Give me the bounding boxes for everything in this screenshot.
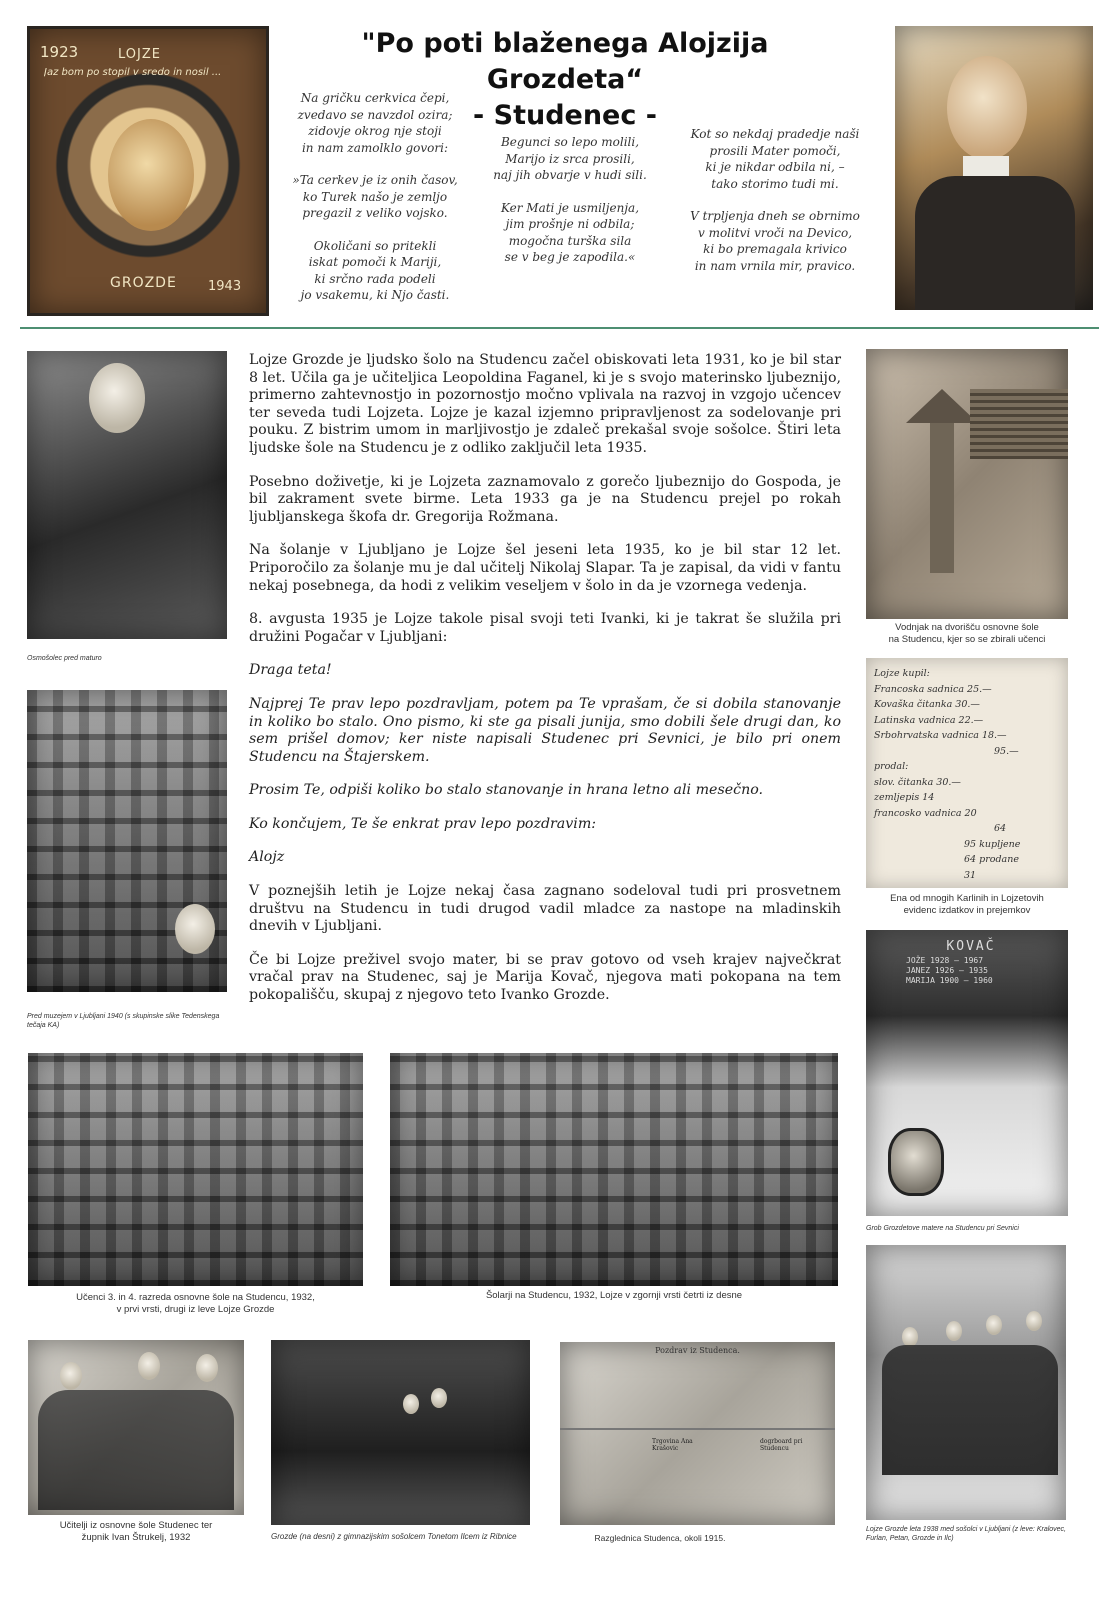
person-face [946,1321,962,1341]
grave-inscription [906,939,1036,986]
caption-line: Vodnjak na dvorišču osnovne šole [895,622,1039,633]
letter-greeting: Draga teta! [249,662,332,679]
caption-muzej: Pred muzejem v Ljubljani 1940 (s skupinske slike Tedenskega tečaja KA) [27,1013,220,1029]
article-paragraph: 8. avgusta 1935 je Lojze takole pisal svoji teti Ivanki, ki je takrat še služila pri družini Pogačar v Ljubljani: [249,611,841,645]
photo-sosolci [866,1245,1066,1520]
article-paragraph: Posebno doživetje, ki je Lojzeta zaznamovalo z gorečo ljubeznijo do Gospoda, je bil zakrament svete birme. Leta 1933 ga je na Studencu prejel po rokah ljubljanskega škofa dr. Gregorija Rožmana. [249,473,841,525]
stained-name: LOJZE [118,47,161,62]
postcard-church-label: dogrboard pri Studencu [760,1438,803,1452]
article-body [249,352,841,1021]
caption-line: v prvi vrsti, drugi iz leve Lojze Grozde [116,1304,275,1315]
stained-glass-image [27,26,269,316]
caption-ucitelji [28,1520,244,1544]
letter-signature: Alojz [249,849,285,866]
portrait-face [947,56,1027,160]
stained-year-bottom: 1943 [208,279,242,294]
poem-line: tako storimo tudi mi. [711,176,839,191]
photo-ucitelji [28,1340,244,1515]
poem-line: ko Turek našo je zemljo [302,189,448,204]
postcard-greeting: Pozdrav iz Studenca. [655,1346,740,1355]
caption-vodnjak [858,622,1076,646]
poem-line: naj jih obvarje v hudi sili. [493,168,647,182]
note-line: 95.— [994,745,1019,757]
caption-line: Ena od mnogih Karlinih in Lojzetovih [890,893,1044,904]
photo-grave [866,930,1068,1216]
photo-solarji [390,1053,838,1286]
stained-motto: Jaz bom po stopil v sredo in nosil ... [44,67,222,78]
title-line-1: "Po poti blaženega Alojzija Grozdeta“ [361,28,769,95]
person-face [138,1352,160,1380]
note-line: Kovaška čitanka 30.— [874,699,980,710]
poem-line: pregazil z veliko vojsko. [302,206,448,220]
person-face [431,1388,447,1408]
poem-line: Okoličani so pritekli [313,238,437,253]
poem-line: Marijo iz srca prosili, [505,151,635,166]
person-face [60,1362,82,1390]
portrait-face [89,363,145,433]
note-line: 64 prodane [964,854,1019,865]
poem-line: zvedavo se navzdol ozira; [297,107,453,122]
letter-paragraph: Prosim Te, odpiši koliko bo stalo stanovanje in hrana letno ali mesečno. [249,782,764,799]
photo-osmosolec [27,351,227,639]
note-line: zemljepis 14 [874,792,935,803]
postcard-panel-divider [560,1428,835,1430]
grave-row: JANEZ 1926 – 1935 [906,966,988,975]
poem-line: V trpljenja dneh se obrnimo [690,209,860,223]
caption-tonet: Grozde (na desni) z gimnazijskim sošolcem Tonetom Ilcem iz Ribnice [271,1532,517,1541]
poem-line: in nam vrnila mir, pravico. [694,258,856,273]
person-face [902,1327,918,1347]
poem-line: Kot so nekdaj pradedje naši [690,127,860,141]
grave-name: KOVAČ [946,939,996,954]
poem-stanza [285,90,465,156]
poem-line: ki bo premagala krivico [703,242,847,256]
poem-line: Begunci so lepo molili, [500,135,640,149]
poem-line: ki je nikdar odbila ni, – [705,160,845,174]
group-figures [38,1390,234,1510]
photo-vodnjak [866,349,1068,619]
caption-ucenci [28,1292,363,1316]
article-paragraph: Lojze Grozde je ljudsko šolo na Studencu začel obiskovati leta 1931, ko je bil star 8 let. Učila ga je učiteljica Leopoldina Faganel, ki je s svojo materinsko ljubeznijo, primerno zahtevnostjo in pozornostjo močno vplivala na razvoj in vzgojo učencev ter seveda tudi Lojzeta. Lojze je kazal izjemno pripravljenost za sodelovanje pri pouku. Z bistrim umom in marljivostjo je zdaleč prekašal svoje sošolce. Štiri leta ljudske šole na Studencu je z odliko zaključil leta 1935. [249,352,841,456]
note-line: francosko vadnica 20 [874,807,977,819]
note-line: 31 [964,869,977,881]
grave-row: JOŽE 1928 – 1967 [906,956,984,965]
caption-line: Učitelji iz osnovne šole Studenec ter [59,1520,213,1531]
poem-stanza [480,134,660,184]
poem-line: mogočna turška sila [508,233,632,248]
inset-portrait-face [888,1128,944,1196]
caption-razglednica: Razglednica Studenca, okoli 1915. [594,1533,726,1543]
title-line-2: - Studenec - [473,100,657,131]
poem-line: zidovje okrog nje stoji [308,124,442,138]
group-figures [882,1345,1058,1475]
letter-paragraph: Najprej Te prav lepo pozdravljam, potem pa Te vprašam, če si dobila stanovanje in koliko bo stalo. Ono pismo, ki ste ga pisali junija, smo dobili šele drugi dan, ko sem prišel domov; ker niste napisali Studenec pri Sevnici, je bilo pri onem Studencu na Štajerskem. [249,695,841,765]
portrait-face [108,119,194,231]
poem-line: jo vsakemu, ki Njo časti. [300,288,450,302]
poem-stanza [285,172,465,222]
person-face [196,1354,218,1382]
stained-surname: GROZDE [110,275,177,291]
note-line: 95 kupljene [964,838,1021,850]
note-line: Srbohrvatska vadnica 18.— [874,730,1007,741]
caption-line: Učenci 3. in 4. razreda osnovne šole na Studencu, 1932, [76,1292,315,1303]
note-line: Latinska vadnica 22.— [874,714,984,726]
note-line: Lojze kupil: [874,668,930,679]
poem-stanza [675,208,875,274]
poem-line: v molitvi vroči na Devico, [697,225,853,240]
poem-line: in nam zamolklo govori: [301,140,449,155]
handwritten-list [874,666,1060,883]
poem-column-3 [675,126,875,290]
dark-suit [915,176,1075,310]
portrait-painting [895,26,1093,310]
poem-line: »Ta cerkev je iz onih časov, [292,173,458,187]
grave-row: MARIJA 1900 – 1960 [906,976,993,985]
poem-line: Ker Mati je usmiljenja, [500,200,640,215]
caption-sosolci: Lojze Grozde leta 1938 med sošolci v Ljubljani (z leve: Kralovec, Furlan, Petan, Grozde in Ilc) [866,1526,1066,1542]
poem-stanza [285,238,465,304]
photo-tonet [271,1340,530,1525]
photo-muzej-group [27,690,227,992]
well-roof [906,389,978,423]
section-divider [20,327,1099,329]
poem-column-1 [285,90,465,320]
article-paragraph: Če bi Lojze preživel svojo mater, bi se prav gotovo od vseh krajev največkrat vračal prav na Studenec, saj je Marija Kovač, njegova mati pokopana na tem pokopališču, skupaj z njegovo teto Ivanko Grozde. [249,951,841,1004]
caption-grob: Grob Grozdetove matere na Studencu pri Sevnici [866,1225,1019,1232]
poem-line: ki srčno rada podeli [314,271,436,286]
stained-year-top: 1923 [40,43,79,61]
person-face [1026,1311,1042,1331]
note-line: Francoska sadnica 25.— [874,683,992,695]
note-line: slov. čitanka 30.— [874,776,961,788]
person-face [986,1315,1002,1335]
note-line: prodal: [874,761,909,772]
well-column [930,423,954,573]
caption-evidence [858,893,1076,917]
poem-line: prosili Mater pomoči, [709,143,841,158]
article-paragraph: Na šolanje v Ljubljano je Lojze šel jeseni leta 1935, ko je bil star 12 let. Priporočilo za šolanje mu je dal učitelj Nikolaj Slapar. Ta je zapisal, da vidi v fantu nekaj posebnega, da hodi z velikim veseljem v šolo in da je vzornega vedenja. [249,542,841,594]
photo-ucenci [28,1053,363,1286]
building-roof [970,389,1068,459]
caption-solarji: Šolarji na Studencu, 1932, Lojze v zgornji vrsti četrti iz desne [485,1290,743,1301]
postcard-shop-label: Trgovina Ana Krašovic [652,1438,693,1452]
photo-razglednica [560,1342,835,1525]
poem-line: Na gričku cerkvica čepi, [300,91,450,105]
poem-stanza [675,126,875,192]
caption-line: evidenc izdatkov in prejemkov [903,905,1031,916]
poem-line: se v beg je zapodila.« [504,250,636,264]
caption-osmosolec: Osmošolec pred maturo [27,655,102,662]
letter-paragraph: Ko končujem, Te še enkrat prav lepo pozdravim: [249,815,597,832]
poem-line: iskat pomoči k Mariji, [308,255,442,269]
note-line: 64 [994,823,1007,834]
poem-line: jim prošnje ni odbila; [505,217,635,231]
poem-column-2 [480,134,660,282]
poem-stanza [480,200,660,266]
photo-handwritten-evidence [866,658,1068,888]
inset-portrait-face [175,904,215,954]
caption-line: župnik Ivan Štrukelj, 1932 [81,1532,191,1543]
caption-line: na Studencu, kjer so se zbirali učenci [888,634,1046,645]
article-paragraph: V poznejših letih je Lojze nekaj časa zagnano sodeloval tudi pri prosvetnem društvu na Studencu in tudi drugod vadil mladce za nastope na mladinskih dnevih v Ljubljani. [249,883,841,935]
person-face [403,1394,419,1414]
